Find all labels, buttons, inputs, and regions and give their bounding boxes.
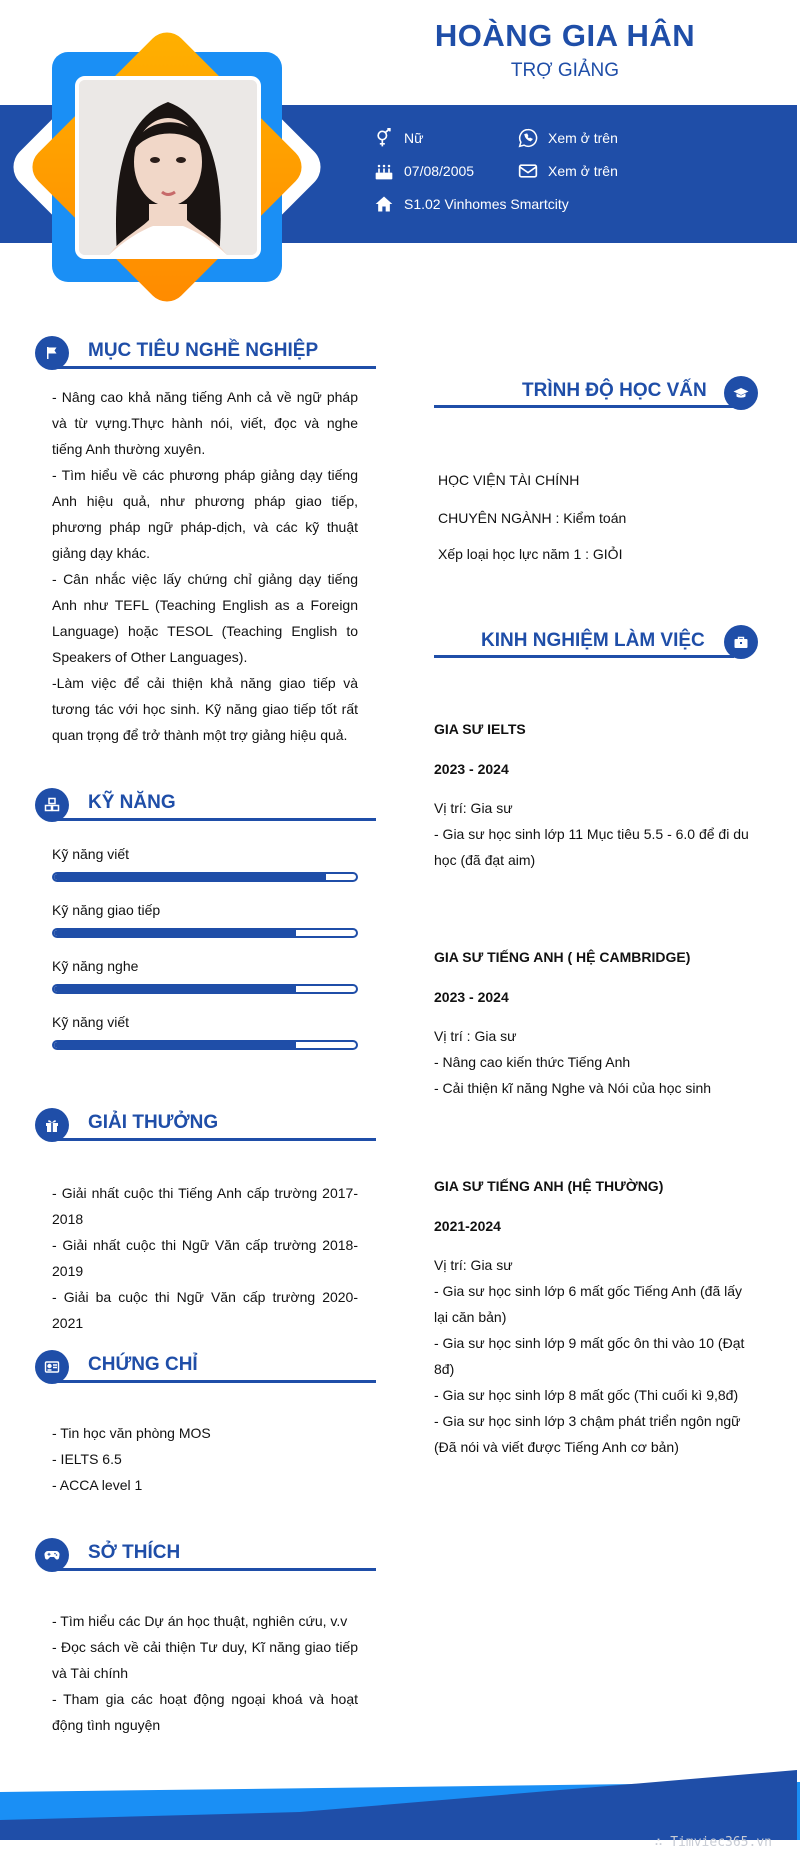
cubes-icon [35,788,69,822]
section-title: GIẢI THƯỞNG [88,1112,219,1133]
gender-info [372,128,423,148]
skill-progress-bar [52,1040,358,1050]
education-rank: Xếp loại học lực năm 1 : GIỎI [438,546,623,562]
job-title: GIA SƯ TIẾNG ANH (HỆ THƯỜNG) [434,1178,664,1194]
section-divider [434,405,734,408]
footer-wave [0,1770,800,1840]
objective-paragraph: - Tìm hiểu về các phương pháp giảng dạy tiếng Anh hiệu quả, như phương pháp giao tiếp, phương pháp ngữ pháp-dịch, và các kỹ thuật giảng dạy khác. [52,467,358,561]
section-title: TRÌNH ĐỘ HỌC VẤN [522,380,707,401]
job-title: GIA SƯ TIẾNG ANH ( HỆ CAMBRIDGE) [434,949,691,965]
job-title: GIA SƯ IELTS [434,721,526,737]
award-item: - Giải nhất cuộc thi Tiếng Anh cấp trường 2017-2018 [52,1185,358,1227]
section-title: KINH NGHIỆM LÀM VIỆC [481,630,705,651]
briefcase-icon [724,625,758,659]
address-value: S1.02 Vinhomes Smartcity [404,196,569,212]
job-period: 2021-2024 [434,1218,501,1234]
award-item: - Giải ba cuộc thi Ngữ Văn cấp trường 2020-2021 [52,1289,358,1331]
id-card-icon [35,1350,69,1384]
job-detail-line: - Nâng cao kiến thức Tiếng Anh [434,1054,631,1070]
job-details [434,1252,754,1460]
envelope-icon [516,161,540,181]
dob-value: 07/08/2005 [404,163,475,179]
skill-progress-bar [52,984,358,994]
email-info [516,161,618,181]
section-divider [52,1568,376,1571]
certificate-item: - ACCA level 1 [52,1477,143,1493]
job-detail-line: Vị trí : Gia sư [434,1028,517,1044]
skill-label: Kỹ năng viết [52,846,130,862]
objective-paragraph: -Làm việc để cải thiện khả năng giao tiếp và tương tác với học sinh. Kỹ năng giao tiếp tốt rất quan trọng để trở thành một trợ giảng hiệu quả. [52,675,358,743]
phone-value: Xem ở trên [548,130,618,146]
gender-icon [372,128,396,148]
objective-paragraph: - Cân nhắc việc lấy chứng chỉ giảng dạy tiếng Anh như TEFL (Teaching English as a Foreign Language) hoặc TESOL (Teaching English to Speakers of Other Languages). [52,571,358,665]
footer-credit: ∴ Timviec365.vn [654,1835,772,1850]
section-divider [434,655,734,658]
job-period: 2023 - 2024 [434,761,509,777]
section-divider [52,1138,376,1141]
skill-progress-fill [54,874,326,880]
job-detail-line: - Gia sư học sinh lớp 11 Mục tiêu 5.5 - 6.0 để đi du học (đã đạt aim) [434,826,749,868]
dob-info [372,161,474,181]
skill-progress-fill [54,930,296,936]
address-info [372,194,569,214]
skill-label: Kỹ năng giao tiếp [52,902,161,918]
gamepad-icon [35,1538,69,1572]
certificates-text [52,1420,358,1498]
gender-value: Nữ [404,130,424,146]
phone-icon [516,128,540,148]
home-icon [372,194,396,214]
education-major: CHUYÊN NGÀNH : Kiểm toán [438,510,627,526]
section-title: MỤC TIÊU NGHỀ NGHIỆP [88,340,319,361]
hobby-item: - Tìm hiểu các Dự án học thuật, nghiên cứu, v.v [52,1613,348,1629]
profile-photo [75,76,261,259]
skill-progress-bar [52,928,358,938]
job-detail-line: Vị trí: Gia sư [434,1257,513,1273]
objective-text [52,384,358,748]
hobbies-text [52,1608,358,1738]
certificate-item: - Tin học văn phòng MOS [52,1425,211,1441]
candidate-role: TRỢ GIẢNG [510,60,620,81]
job-detail-line: - Gia sư học sinh lớp 3 chậm phát triển ngôn ngữ (Đã nói và viết được Tiếng Anh cơ bản) [434,1413,741,1455]
gift-icon [35,1108,69,1142]
job-details [434,1023,754,1101]
email-value: Xem ở trên [548,163,618,179]
objective-paragraph: - Nâng cao khả năng tiếng Anh cả về ngữ pháp và từ vựng.Thực hành nói, viết, đọc và nghe tiếng Anh thường xuyên. [52,389,358,457]
job-detail-line: - Gia sư học sinh lớp 6 mất gốc Tiếng Anh (đã lấy lại căn bản) [434,1283,743,1325]
skill-progress-fill [54,986,296,992]
awards-text [52,1180,358,1336]
flag-icon [35,336,69,370]
skill-progress-fill [54,1042,296,1048]
section-title: KỸ NĂNG [88,792,176,813]
section-title: CHỨNG CHỈ [88,1354,198,1375]
skill-label: Kỹ năng nghe [52,958,139,974]
job-details [434,795,754,873]
section-divider [52,818,376,821]
section-divider [52,366,376,369]
award-item: - Giải nhất cuộc thi Ngữ Văn cấp trường 2018-2019 [52,1237,358,1279]
job-detail-line: Vị trí: Gia sư [434,800,513,816]
education-school: HỌC VIỆN TÀI CHÍNH [438,472,580,488]
certificate-item: - IELTS 6.5 [52,1451,122,1467]
candidate-name: HOÀNG GIA HÂN [434,18,696,53]
hobby-item: - Đọc sách về cải thiện Tư duy, Kĩ năng giao tiếp và Tài chính [52,1639,358,1681]
skill-label: Kỹ năng viết [52,1014,130,1030]
phone-info [516,128,618,148]
birthday-cake-icon [372,161,396,181]
job-detail-line: - Gia sư học sinh lớp 9 mất gốc ôn thi vào 10 (Đạt 8đ) [434,1335,745,1377]
job-detail-line: - Gia sư học sinh lớp 8 mất gốc (Thi cuối kì 9,8đ) [434,1387,739,1403]
skill-progress-bar [52,872,358,882]
graduation-cap-icon [724,376,758,410]
hobby-item: - Tham gia các hoạt động ngoại khoá và hoạt động tình nguyện [52,1691,358,1733]
section-divider [52,1380,376,1383]
section-title: SỞ THÍCH [88,1542,181,1563]
job-period: 2023 - 2024 [434,989,509,1005]
job-detail-line: - Cải thiện kĩ năng Nghe và Nói của học sinh [434,1080,712,1096]
